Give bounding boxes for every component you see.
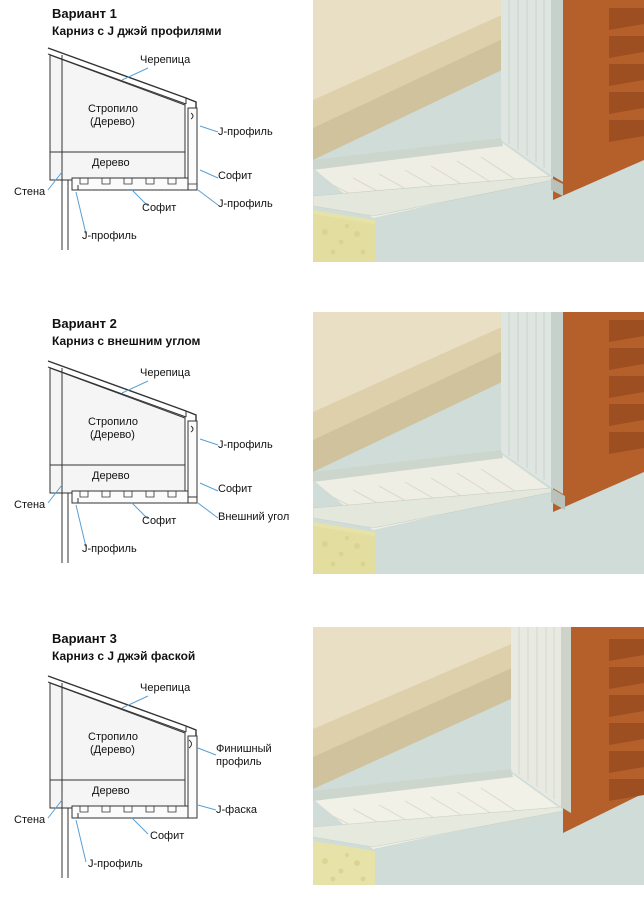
label-j-profile-bottom: J-профиль: [82, 543, 137, 555]
variant-subtitle: Карниз с J джэй фаской: [52, 649, 196, 663]
label-wood: Дерево: [92, 785, 130, 797]
label-j-fascia: J-фаска: [216, 804, 258, 816]
label-outer-corner: Внешний угол: [218, 511, 290, 523]
label-tile: Черепица: [140, 54, 191, 66]
variant-1-diagram: [10, 0, 310, 290]
label-tile: Черепица: [140, 367, 191, 379]
label-wood: Дерево: [92, 470, 130, 482]
label-j-profile-top: J-профиль: [218, 439, 273, 451]
label-wall: Стена: [14, 499, 46, 511]
label-finish-profile-2: профиль: [216, 756, 262, 768]
label-rafter-1: Стропило: [88, 731, 138, 743]
label-j-profile-bottom: J-профиль: [82, 230, 137, 242]
label-j-profile-right: J-профиль: [218, 198, 273, 210]
label-rafter-1: Стропило: [88, 416, 138, 428]
label-finish-profile-1: Финишный: [216, 743, 272, 755]
label-soffit-bottom: Софит: [150, 830, 185, 842]
eave-render-image: [313, 615, 644, 896]
eave-section-drawing: [10, 615, 310, 896]
variant-title: Вариант 3: [52, 631, 117, 646]
label-soffit-right: Софит: [218, 483, 253, 495]
variant-subtitle: Карниз с J джэй профилями: [52, 24, 222, 38]
variant-block-2: [0, 300, 644, 590]
eave-section-drawing: [10, 0, 310, 290]
label-rafter-2: (Дерево): [90, 429, 135, 441]
variant-3-photo: [313, 615, 644, 905]
label-rafter-1: Стропило: [88, 103, 138, 115]
variant-title: Вариант 1: [52, 6, 117, 21]
label-tile: Черепица: [140, 682, 191, 694]
label-soffit-bottom: Софит: [142, 515, 177, 527]
variant-block-1: [0, 0, 644, 290]
label-soffit-right: Софит: [218, 170, 253, 182]
variant-2-diagram: [10, 300, 310, 590]
variant-1-photo: [313, 0, 644, 290]
label-wall: Стена: [14, 814, 46, 826]
label-rafter-2: (Дерево): [90, 116, 135, 128]
label-j-profile-bottom: J-профиль: [88, 858, 143, 870]
label-wall: Стена: [14, 186, 46, 198]
variant-3-diagram: [10, 615, 310, 905]
variant-block-3: [0, 615, 644, 905]
label-soffit-bottom: Софит: [142, 202, 177, 214]
label-j-profile-top: J-профиль: [218, 126, 273, 138]
label-wood: Дерево: [92, 157, 130, 169]
variant-subtitle: Карниз с внешним углом: [52, 334, 201, 348]
label-rafter-2: (Дерево): [90, 744, 135, 756]
variant-2-photo: [313, 300, 644, 590]
eave-render-image: [313, 300, 644, 590]
eave-render-image: [313, 0, 644, 290]
variant-title: Вариант 2: [52, 316, 117, 331]
